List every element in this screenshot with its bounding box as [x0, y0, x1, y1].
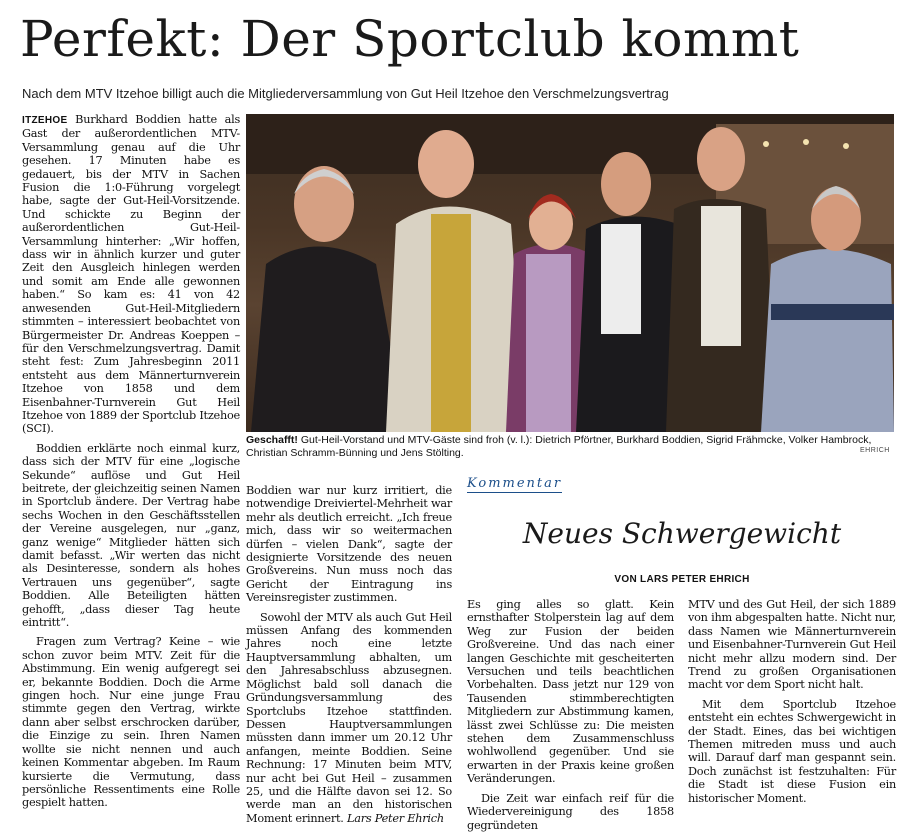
paragraph: Die Zeit war einfach reif für die Wiedervereinigung des 1858 gegründeten [467, 791, 674, 832]
kommentar-title: Neues Schwergewicht [522, 517, 842, 550]
kommentar-author: VON LARS PETER EHRICH [614, 574, 750, 585]
paragraph: Mit dem Sportclub Itzehoe entsteht ein echtes Schwergewicht in der Stadt. Eines, das bei wichtigen Themen mitreden muss und auch will. Darauf darf man gespannt sein. Doch zunächst ist festzuhalten: Für die Stadt ist diese Fusion ein historischer Moment. [688, 697, 896, 805]
author-signature: Lars Peter Ehrich [346, 811, 444, 825]
article-column-1 [22, 113, 240, 810]
paragraph: Fragen zum Vertrag? Keine – wie schon zuvor beim MTV. Zeit für die Abstimmung. Ein wenig aufgeregt sei er, bekannte Boddien. Doch die Arme gingen hoch. Nur eine junge Frau stimmte gegen den Vertrag, wirkte dann aber selbst erschrocken darüber, die Einzige zu sein. Ihren Namen wollte sie nicht nennen und auch keinen Kommentar abgeben. Im Raum kursierte die Vermutung, dass persönliche Ressentiments eine Rolle gespielt hatten. [22, 635, 240, 810]
paragraph: Boddien erklärte noch einmal kurz, dass sich der MTV für eine „logische Sekunde“ auflöse und Gut Heil beitrete, der gleichzeitig seinen Namen in Sportclub ändere. Der Vertrag habe sechs Wochen in den Geschäftsstellen der Vereine ausgelegen, nur „ganz, ganz wenige“ Mitglieder hätten sich damit befasst. „Wir werten das nicht als Desinteresse, sondern als hohes Vertrauen uns gegenüber“, sagte Boddien. Alle Beteiligten hätten gehofft, „dass dieser Tag heute eintritt“. [22, 441, 240, 630]
photo-caption [246, 434, 896, 460]
paragraph: Boddien war nur kurz irritiert, die notwendige Dreiviertel-Mehrheit war mehr als deutlich erreicht. „Ich freue mich, dass wir so weitermachen dürfen – vielen Dank“, sagte der designierte Vorsitzende des neuen Großvereins. Nun muss noch das Gericht der Eintragung ins Vereinsregister zustimmen. [246, 484, 452, 605]
paragraph-text: Sowohl der MTV als auch Gut Heil müssen Anfang des kommenden Jahres noch eine letzte Hauptversammlung abhalten, um den Jahresabschluss abzusegnen. Möglichst bald soll danach die Gründungsversammlung des Sportclubs Itzehoe stattfinden. Dessen Hauptversammlungen müssten dann immer um 20.12 Uhr anfangen, meinte Boddien. Seine Rechnung: 17 Minuten beim MTV, nur acht bei Gut Heil – zusammen 25, und die Hälfte davon sei 12. So werde man an den historischen Moment erinnert. [246, 610, 452, 825]
kommentar-column-2 [688, 598, 896, 805]
caption-text: Gut-Heil-Vorstand und MTV-Gäste sind froh (v. l.): Dietrich Pförtner, Burkhard Boddien, Sigrid Frähmcke, Volker Hambrock, Christian Schramm-Bünning und Jens Stölting. [246, 434, 872, 459]
paragraph-text: Burkhard Boddien hatte als Gast der außerordentlichen MTV-Versammlung genau auf die Uhr gesehen. 17 Minuten habe es gedauert, bis der MTV in Sachen Fusion die 1:0-Führung vorgelegt habe, sagte der Gut-Heil-Vorsitzende. Und schickte zu Beginn der außerordentlichen Gut-Heil-Versammlung hinterher: „Wir hoffen, dass wir in ähnlich kurzer und guter Zeit den Ausgleich hinlegen werden und somit am Ende alle gewonnen haben.“ So kam es: 41 von 42 anwesenden Gut-Heil-Mitgliedern stimmten – interessiert beobachtet von Bürgermeister Dr. Andreas Koeppen – für den Verschmelzungsvertrag. Damit steht fest: Zum Jahresbeginn 2011 entsteht aus dem Männerturnverein Itzehoe von 1858 und dem Eisenbahner-Turnverein Gut Heil Itzehoe von 1889 der Sportclub Itzehoe (SCI). [22, 113, 240, 436]
article-column-2 [246, 484, 452, 825]
dateline: ITZEHOE [22, 115, 68, 126]
article-subhead: Nach dem MTV Itzehoe billigt auch die Mitgliederversammlung von Gut Heil Itzehoe den Verschmelzungsvertrag [22, 86, 669, 101]
group-photo [246, 114, 894, 432]
caption-lead: Geschafft! [246, 434, 298, 446]
group-photo-illustration [246, 114, 894, 432]
paragraph [22, 113, 240, 436]
paragraph [246, 611, 452, 826]
paragraph: MTV und des Gut Heil, der sich 1889 von ihm abgespalten hatte. Nicht nur, dass Namen wie Männerturnverein und Eisenbahner-Turnverein Gut Heil nicht mehr allzu modern sind. Der Trend zu großen Organisationen macht vor dem Sport nicht halt. [688, 598, 896, 692]
photo-credit: EHRICH [860, 447, 890, 454]
kommentar-column-1 [467, 598, 674, 832]
kommentar-label: Kommentar [467, 476, 563, 491]
paragraph: Es ging alles so glatt. Kein ernsthafter Stolperstein lag auf dem Weg zur Fusion der beiden Großvereine. Und das nach einer langen Geschichte mit gescheiterten Versuchen und teils beachtlichen Vorbehalten. Dass jetzt nur 129 von Tausenden stimmberechtigten Mitgliedern zur Abstimmung kamen, lässt zwei Schlüsse zu: Die meisten stehen dem Zusammenschluss wohlwollend gegenüber. Und sie erwarten in der Praxis keine großen Veränderungen. [467, 598, 674, 786]
article-headline: Perfekt: Der Sportclub kommt [20, 10, 800, 68]
